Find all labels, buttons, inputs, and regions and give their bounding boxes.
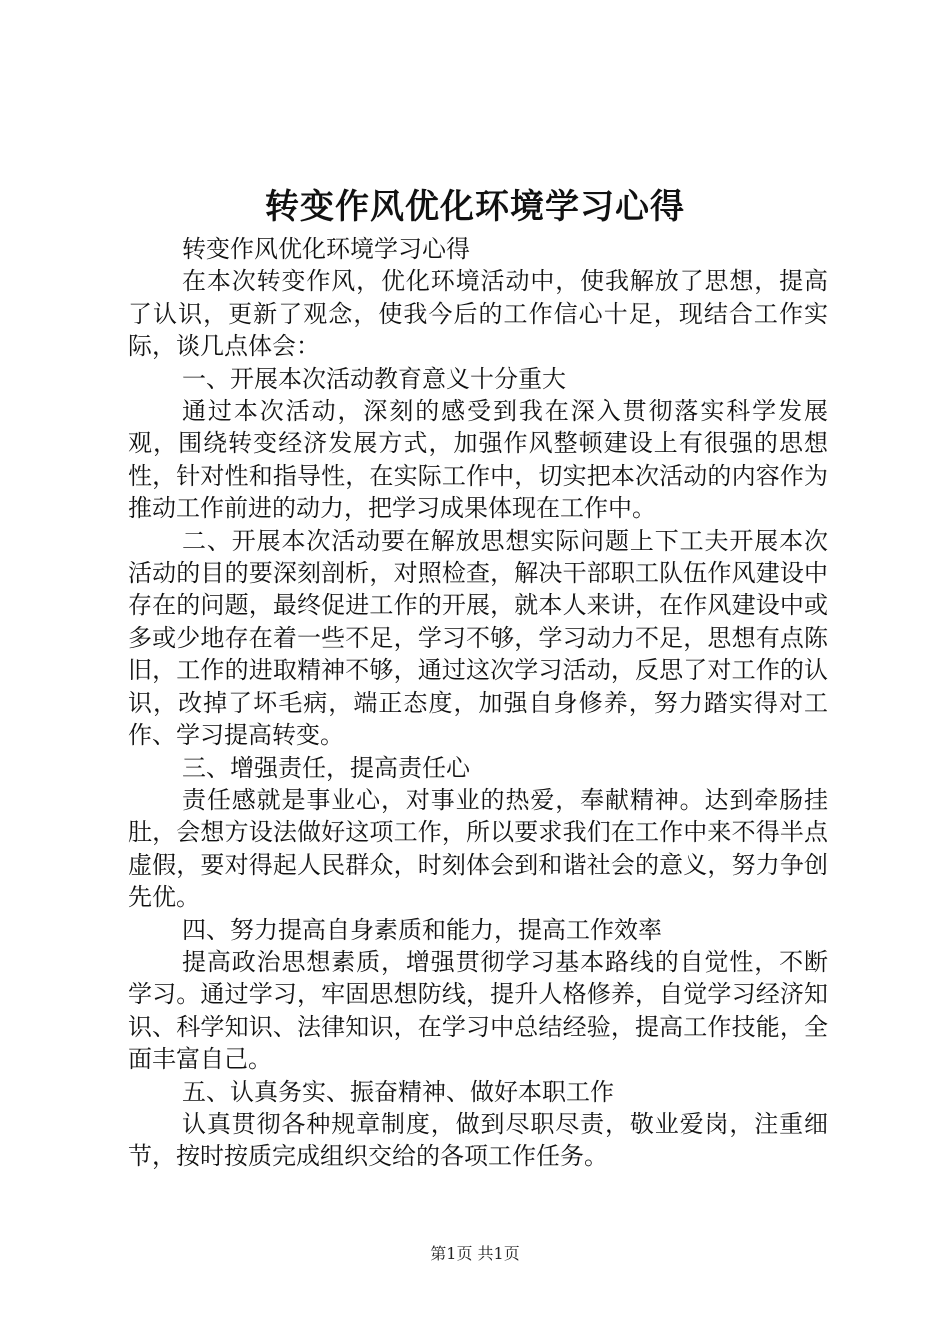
paragraph-section-4: 提高政治思想素质，增强贯彻学习基本路线的自觉性，不断学习。通过学习，牢固思想防线，提升人格修养，自觉学习经济知识、科学知识、法律知识，在学习中总结经验，提高工作技能，全面丰富自己。: [128, 947, 828, 1074]
paragraph-section-5: 认真贯彻各种规章制度，做到尽职尽责，敬业爱岗，注重细节，按时按质完成组织交给的各项工作任务。: [128, 1109, 828, 1171]
heading-section-1: 一、开展本次活动教育意义十分重大: [182, 364, 566, 393]
heading-section-4: 四、努力提高自身素质和能力，提高工作效率: [182, 915, 662, 944]
paragraph-subtitle: 转变作风优化环境学习心得: [182, 235, 470, 263]
paragraph-section-1: 通过本次活动，深刻的感受到我在深入贯彻落实科学发展观，围绕转变经济发展方式，加强作风整顿建设上有很强的思想性，针对性和指导性，在实际工作中，切实把本次活动的内容作为推动工作前进的动力，把学习成果体现在工作中。: [128, 397, 828, 523]
paragraph-intro: 在本次转变作风，优化环境活动中，使我解放了思想，提高了认识，更新了观念，使我今后的工作信心十足，现结合工作实际，谈几点体会：: [128, 267, 828, 361]
page-number-footer: 第1页 共1页: [430, 1244, 520, 1263]
heading-section-3: 三、增强责任，提高责任心: [182, 753, 470, 782]
document-title: 转变作风优化环境学习心得: [265, 187, 685, 227]
document-body: [128, 233, 828, 1173]
paragraph-section-3: 责任感就是事业心，对事业的热爱，奉献精神。达到牵肠挂肚，会想方设法做好这项工作，所以要求我们在工作中来不得半点虚假，要对得起人民群众，时刻体会到和谐社会的意义，努力争创先优。: [128, 785, 828, 912]
heading-section-5: 五、认真务实、振奋精神、做好本职工作: [182, 1077, 614, 1106]
paragraph-section-2: 二、开展本次活动要在解放思想实际问题上下工夫开展本次活动的目的要深刻剖析，对照检查，解决干部职工队伍作风建设中存在的问题，最终促进工作的开展，就本人来讲，在作风建设中或多或少地存在着一些不足，学习不够，学习动力不足，思想有点陈旧，工作的进取精神不够，通过这次学习活动，反思了对工作的认识，改掉了坏毛病，端正态度，加强自身修养，努力踏实得对工作、学习提高转变。: [128, 526, 828, 750]
